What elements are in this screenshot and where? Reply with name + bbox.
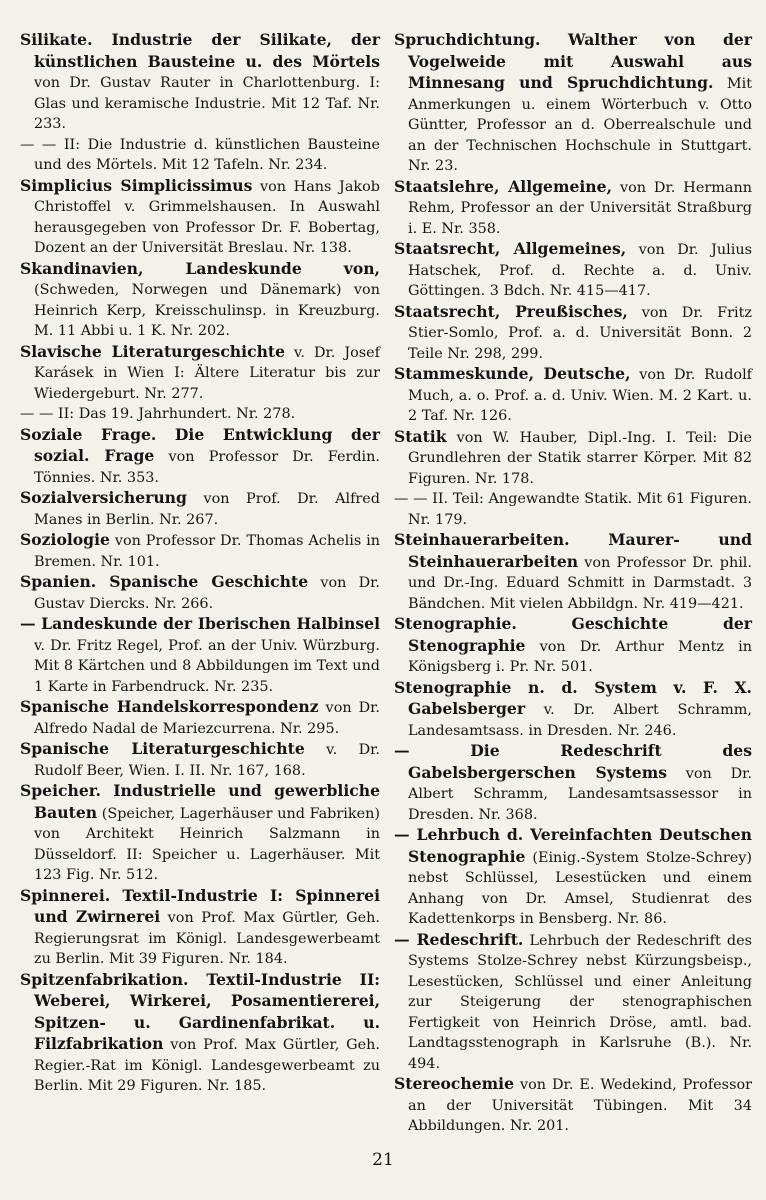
catalog-entry: Skandinavien, Landeskunde von, (Schweden, Norwegen und Dänemark) von Heinrich Kerp, Kreisschulinsp. in Kreuzburg. M. 11 Abbi u. 1 K. Nr. 202. [20, 258, 380, 339]
catalog-entry: Spinnerei. Textil-Industrie I: Spinnerei und Zwirnerei von Prof. Max Gürtler, Geh. Regierungsrat im Königl. Landesgewerbeamt zu Berlin. Mit 39 Figuren. Nr. 184. [20, 885, 380, 967]
catalog-entry: Speicher. Industrielle und gewerbliche Bauten (Speicher, Lagerhäuser und Fabriken) von Architekt Heinrich Salzmann in Düsseldorf. II: Speicher u. Lagerhäuser. Mit 123 Fig. Nr. 512. [20, 781, 380, 883]
catalog-entry: Sozialversicherung von Prof. Dr. Alfred Manes in Berlin. Nr. 267. [20, 488, 380, 528]
catalog-entry: Spanische Handelskorrespondenz von Dr. Alfredo Nadal de Mariezcurrena. Nr. 295. [20, 697, 380, 737]
catalog-entry: Steinhauerarbeiten. Maurer- und Steinhauerarbeiten von Professor Dr. phil. und Dr.-Ing. Eduard Schmitt in Darmstadt. 3 Bändchen. Mit vielen Abbildgn. Nr. 419—421. [394, 530, 752, 612]
catalog-entry: Spanische Literaturgeschichte v. Dr. Rudolf Beer, Wien. I. II. Nr. 167, 168. [20, 739, 380, 779]
catalog-entry: Statik von W. Hauber, Dipl.-Ing. I. Teil: Die Grundlehren der Statik starrer Körper. Mit 82 Figuren. Nr. 178. [394, 426, 752, 487]
catalog-entry: Spruchdichtung. Walther von der Vogelweide mit Auswahl aus Minnesang und Spruchdichtung. Mit Anmerkungen u. einem Wörterbuch v. Otto Güntter, Professor an d. Oberrealschule und an der Technischen Hochschule in Stuttgart. Nr. 23. [394, 30, 752, 174]
catalog-entry: — Landeskunde der Iberischen Halbinsel v. Dr. Fritz Regel, Prof. an der Univ. Würzburg. Mit 8 Kärtchen und 8 Abbildungen im Text und 1 Karte in Farbendruck. Nr. 235. [20, 614, 380, 695]
catalog-entry: — — II: Das 19. Jahrhundert. Nr. 278. [20, 406, 296, 422]
catalog-entry: — Lehrbuch d. Vereinfachten Deutschen Stenographie (Einig.-System Stolze-Schrey) nebst Schlüssel, Lesestücken und einem Anhang von Dr. Amsel, Studienrat des Kadettenkorps in Bensberg. Nr. 86. [394, 825, 752, 927]
catalog-entry: Spitzenfabrikation. Textil-Industrie II: Weberei, Wirkerei, Posamentiererei, Spitzen- u. Gardinenfabrikat. u. Filzfabrikation von Prof. Max Gürtler, Geh. Regier.-Rat im Königl. Landesgewerbeamt zu Berlin. Mit 29 Figuren. Nr. 185. [20, 969, 380, 1094]
catalog-entry: — — II: Die Industrie d. künstlichen Bausteine und des Mörtels. Mit 12 Tafeln. Nr. 234. [20, 136, 380, 173]
catalog-entry: Staatslehre, Allgemeine, von Dr. Hermann Rehm, Professor an der Universität Straßburg i. E. Nr. 358. [394, 176, 752, 237]
right-column [394, 30, 752, 1137]
catalog-entry: Stenographie n. d. System v. F. X. Gabelsberger v. Dr. Albert Schramm, Landesamtsass. in Dresden. Nr. 246. [394, 677, 752, 739]
catalog-entry: Slavische Literaturgeschichte v. Dr. Josef Karásek in Wien I: Ältere Literatur bis zur Wiedergeburt. Nr. 277. [20, 341, 380, 402]
two-column-layout [20, 30, 752, 1137]
catalog-entry: Spanien. Spanische Geschichte von Dr. Gustav Diercks. Nr. 266. [20, 572, 380, 612]
catalog-entry: Simplicius Simplicissimus von Hans Jakob Christoffel v. Grimmelshausen. In Auswahl herausgegeben von Professor Dr. F. Bobertag, Dozent an der Universität Breslau. Nr. 138. [20, 175, 380, 256]
catalog-entry: Stereochemie von Dr. E. Wedekind, Professor an der Universität Tübingen. Mit 34 Abbildungen. Nr. 201. [394, 1074, 752, 1134]
catalog-entry: Stammeskunde, Deutsche, von Dr. Rudolf Much, a. o. Prof. a. d. Univ. Wien. M. 2 Kart. u. 2 Taf. Nr. 126. [394, 364, 752, 424]
catalog-entry: Silikate. Industrie der Silikate, der künstlichen Bausteine u. des Mörtels von Dr. Gustav Rauter in Charlottenburg. I: Glas und keramische Industrie. Mit 12 Taf. Nr. 233. [20, 30, 380, 132]
catalog-entry: Staatsrecht, Preußisches, von Dr. Fritz Stier-Somlo, Prof. a. d. Universität Bonn. 2 Teile Nr. 298, 299. [394, 301, 752, 362]
catalog-entry: — Die Redeschrift des Gabelsbergerschen Systems von Dr. Albert Schramm, Landesamtsassessor in Dresden. Nr. 368. [394, 741, 752, 823]
catalog-entry: Stenographie. Geschichte der Stenographie von Dr. Arthur Mentz in Königsberg i. Pr. Nr. 501. [394, 614, 752, 675]
catalog-entry: Soziologie von Professor Dr. Thomas Achelis in Bremen. Nr. 101. [20, 530, 380, 570]
catalog-entry: — — II. Teil: Angewandte Statik. Mit 61 Figuren. Nr. 179. [394, 491, 752, 528]
page-number: 21 [372, 1150, 394, 1170]
catalog-entry: Soziale Frage. Die Entwicklung der sozial. Frage von Professor Dr. Ferdin. Tönnies. Nr. 353. [20, 424, 380, 486]
catalog-entry: — Redeschrift. Lehrbuch der Redeschrift des Systems Stolze-Schrey nebst Kürzungsbeisp., Lesestücken, Schlüssel und einer Anleitung zur Steigerung der stenographischen Fertigkeit von Heinrich Dröse, amtl. bad. Landtagsstenograph in Karlsruhe (B.). Nr. 494. [394, 929, 752, 1072]
catalog-entry: Staatsrecht, Allgemeines, von Dr. Julius Hatschek, Prof. d. Rechte a. d. Univ. Göttingen. 3 Bdch. Nr. 415—417. [394, 239, 752, 299]
left-column [20, 30, 380, 1137]
